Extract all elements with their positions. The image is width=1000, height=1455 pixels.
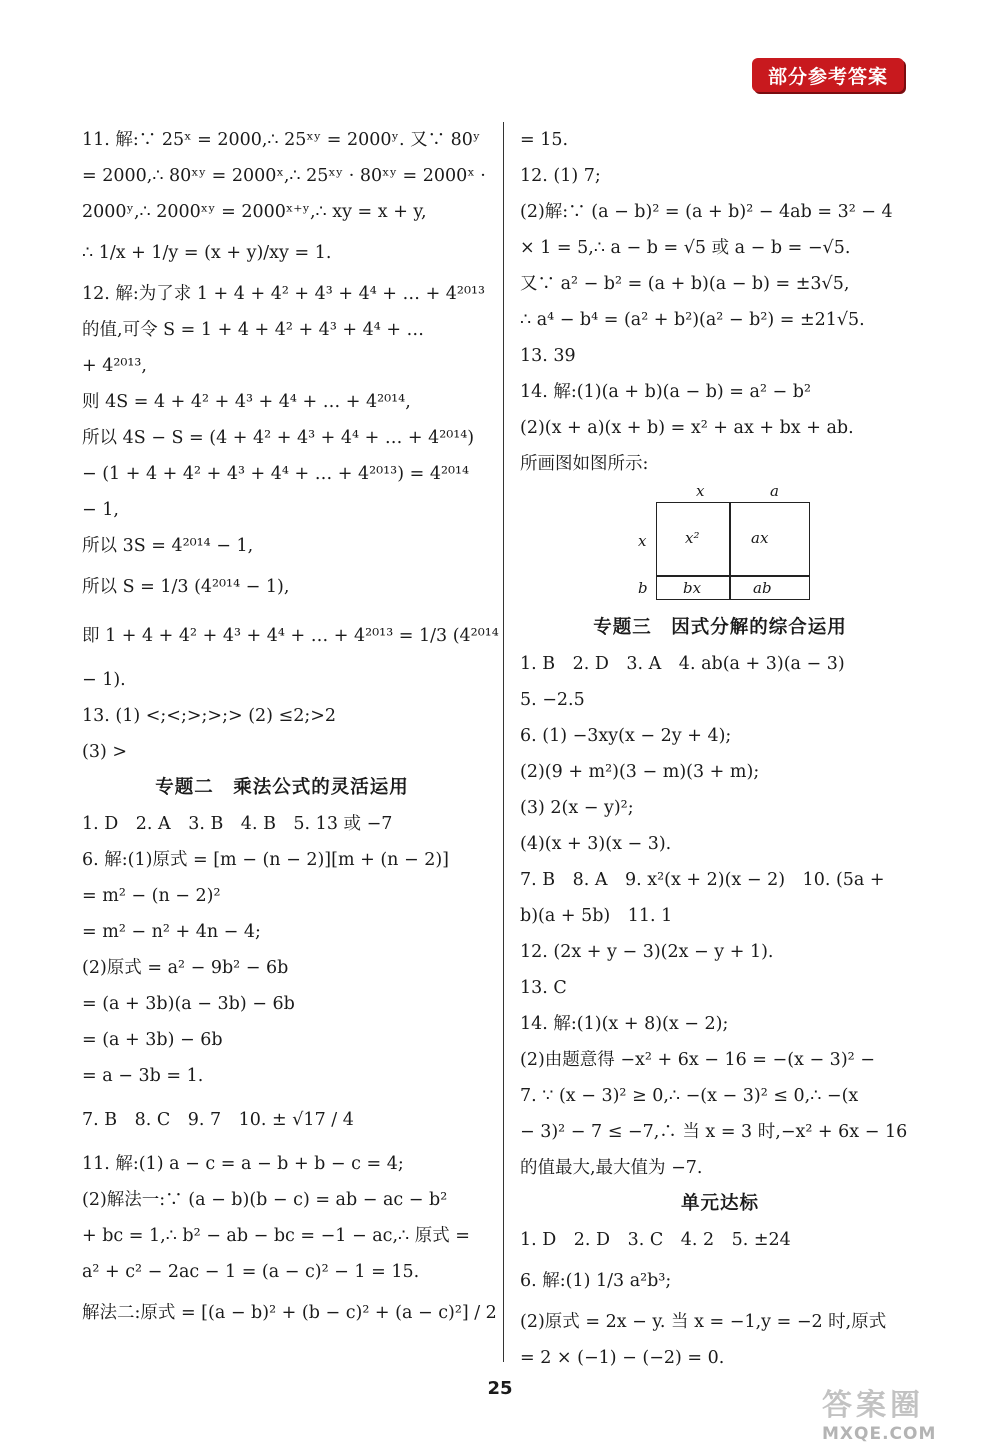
text-line: ∴ 1/x + 1/y = (x + y)/xy = 1. (82, 243, 332, 263)
text-line: 1. B 2. D 3. A 4. ab(a + 3)(a − 3) (520, 654, 845, 674)
text-line: = m² − n² + 4n − 4; (82, 922, 261, 942)
text-line: − (1 + 4 + 4² + 4³ + 4⁴ + … + 4²⁰¹³) = 4²⁰¹⁴ (82, 464, 470, 484)
text-line: (3) > (82, 742, 128, 762)
text-line: 13. (1) <;<;>;>;> (2) ≤2;>2 (82, 706, 337, 726)
text-line: (4)(x + 3)(x − 3). (520, 834, 672, 854)
column-divider (503, 122, 504, 1362)
text-line: 6. 解:(1) 1/3 a²b³; (520, 1271, 672, 1291)
figure-cell-bx: bx (683, 579, 702, 597)
figure-top-x-label: x (696, 482, 705, 500)
text-line: 的值,可令 S = 1 + 4 + 4² + 4³ + 4⁴ + … (82, 320, 425, 340)
figure-cell-ab: ab (753, 579, 772, 597)
text-line: 7. B 8. A 9. x²(x + 2)(x − 2) 10. (5a + (520, 870, 885, 890)
text-line: 12. 解:为了求 1 + 4 + 4² + 4³ + 4⁴ + … + 4²⁰¹³ (82, 284, 485, 304)
figure-rectangle (656, 502, 810, 600)
text-line: 11. 解:∵ 25ˣ = 2000,∴ 25ˣʸ = 2000ʸ. 又∵ 80ʸ (82, 130, 481, 150)
text-line: (2)由题意得 −x² + 6x − 16 = −(x − 3)² − (520, 1050, 875, 1070)
text-line: = 2 × (−1) − (−2) = 0. (520, 1348, 725, 1368)
text-line: − 1). (82, 670, 126, 690)
text-line: a² + c² − 2ac − 1 = (a − c)² − 1 = 15. (82, 1262, 420, 1282)
figure-divider-vertical (729, 503, 731, 599)
left-column (82, 122, 499, 1336)
text-line: = (a + 3b)(a − 3b) − 6b (82, 994, 295, 1014)
watermark-site-text: MXQE.COM (822, 1424, 937, 1444)
section-heading: 单元达标 (680, 1193, 759, 1214)
text-line: = m² − (n − 2)² (82, 886, 221, 906)
figure-side-x-label: x (638, 532, 647, 550)
text-line: 5. −2.5 (520, 690, 585, 710)
text-line: (2)原式 = 2x − y. 当 x = −1,y = −2 时,原式 (520, 1312, 887, 1332)
text-line: = 2000,∴ 80ˣʸ = 2000ˣ,∴ 25ˣʸ · 80ˣʸ = 2000ˣ · (82, 166, 486, 186)
text-line: 所以 4S − S = (4 + 4² + 4³ + 4⁴ + … + 4²⁰¹⁴) (82, 428, 475, 448)
area-diagram (638, 482, 818, 610)
text-line: + bc = 1,∴ b² − ab − bc = −1 − ac,∴ 原式 = (82, 1226, 470, 1246)
text-line: 的值最大,最大值为 −7. (520, 1158, 703, 1178)
text-line: 2000ʸ,∴ 2000ˣʸ = 2000ˣ⁺ʸ,∴ xy = x + y, (82, 202, 427, 222)
text-line: (2)(9 + m²)(3 − m)(3 + m); (520, 762, 760, 782)
text-line: 12. (2x + y − 3)(2x − y + 1). (520, 942, 774, 962)
figure-side-b-label: b (638, 579, 648, 597)
text-line: 6. (1) −3xy(x − 2y + 4); (520, 726, 732, 746)
text-line: (2)原式 = a² − 9b² − 6b (82, 958, 289, 978)
text-line: (2)解:∵ (a − b)² = (a + b)² − 4ab = 3² − 4 (520, 202, 893, 222)
text-line: = (a + 3b) − 6b (82, 1030, 223, 1050)
text-line: 所以 3S = 4²⁰¹⁴ − 1, (82, 536, 254, 556)
text-line: 14. 解:(1)(a + b)(a − b) = a² − b² (520, 382, 811, 402)
text-line: (3) 2(x − y)²; (520, 798, 634, 818)
text-line: × 1 = 5,∴ a − b = √5 或 a − b = −√5. (520, 238, 851, 258)
figure-cell-ax: ax (751, 529, 769, 547)
text-line: ∴ a⁴ − b⁴ = (a² + b²)(a² − b²) = ±21√5. (520, 310, 865, 330)
text-line: (2)(x + a)(x + b) = x² + ax + bx + ab. (520, 418, 854, 438)
text-line: − 3)² − 7 ≤ −7,∴ 当 x = 3 时,−x² + 6x − 16 (520, 1122, 908, 1142)
text-line: 所画图如图所示: (520, 454, 649, 474)
text-line: 14. 解:(1)(x + 8)(x − 2); (520, 1014, 729, 1034)
watermark-logo-text: 答案圈 (822, 1388, 924, 1423)
text-line: 11. 解:(1) a − c = a − b + b − c = 4; (82, 1154, 404, 1174)
text-line: b)(a + 5b) 11. 1 (520, 906, 673, 926)
page-number: 25 (487, 1378, 513, 1399)
text-line: 13. C (520, 978, 567, 998)
text-line: 1. D 2. A 3. B 4. B 5. 13 或 −7 (82, 814, 393, 834)
text-line: (2)解法一:∵ (a − b)(b − c) = ab − ac − b² (82, 1190, 448, 1210)
text-line: 12. (1) 7; (520, 166, 601, 186)
text-line: 13. 39 (520, 346, 576, 366)
figure-divider-horizontal (657, 575, 809, 577)
section-heading: 专题二 乘法公式的灵活运用 (155, 777, 409, 798)
text-line: 6. 解:(1)原式 = [m − (n − 2)][m + (n − 2)] (82, 850, 450, 870)
figure-cell-x2: x² (685, 529, 700, 547)
text-line: + 4²⁰¹³, (82, 356, 147, 376)
text-line: − 1, (82, 500, 119, 520)
watermark-logo (822, 1388, 992, 1448)
text-line: 解法二:原式 = [(a − b)² + (b − c)² + (a − c)²] / 2 (82, 1303, 497, 1323)
text-line: 1. D 2. D 3. C 4. 2 5. ±24 (520, 1230, 791, 1250)
text-line: 7. B 8. C 9. 7 10. ± √17 / 4 (82, 1110, 354, 1130)
text-line: = 15. (520, 130, 569, 150)
right-column (520, 122, 920, 1376)
text-line: 所以 S = 1/3 (4²⁰¹⁴ − 1), (82, 577, 290, 597)
section-heading: 专题三 因式分解的综合运用 (593, 617, 847, 638)
figure-top-a-label: a (770, 482, 779, 500)
text-line: 又∵ a² − b² = (a + b)(a − b) = ±3√5, (520, 274, 850, 294)
text-line: 7. ∵ (x − 3)² ≥ 0,∴ −(x − 3)² ≤ 0,∴ −(x (520, 1086, 859, 1106)
text-line: = a − 3b = 1. (82, 1066, 204, 1086)
section-tab: 部分参考答案 (752, 58, 904, 92)
text-line: 则 4S = 4 + 4² + 4³ + 4⁴ + … + 4²⁰¹⁴, (82, 392, 411, 412)
text-line: 即 1 + 4 + 4² + 4³ + 4⁴ + … + 4²⁰¹³ = 1/3 (4²⁰¹⁴ (82, 626, 499, 646)
